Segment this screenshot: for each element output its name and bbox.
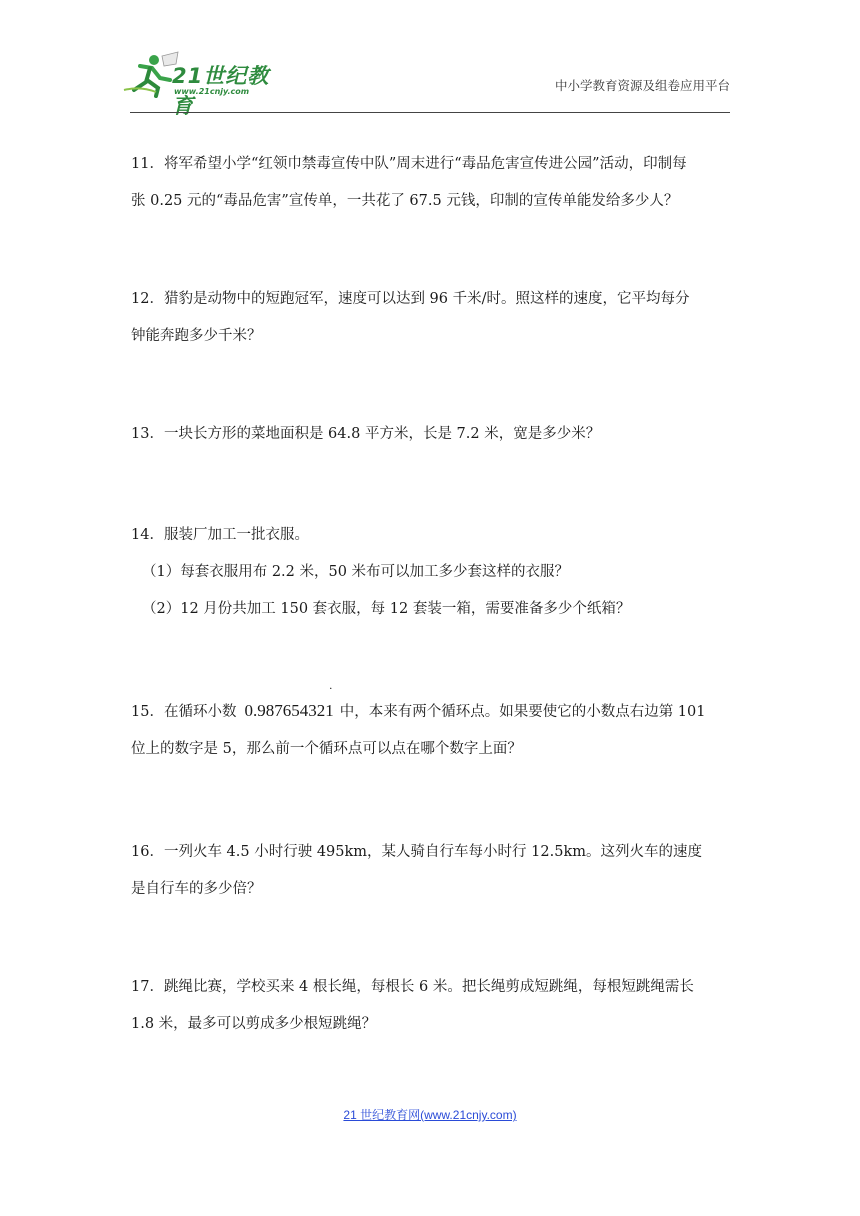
logo-url: www.21cnjy.com xyxy=(174,87,250,96)
site-logo[interactable] xyxy=(120,50,290,118)
page-header xyxy=(120,50,730,118)
question-line: 14．服装厂加工一批衣服。 xyxy=(131,527,309,543)
question-16 xyxy=(131,834,731,908)
question-line: 11．将军希望小学“红领巾禁毒宣传中队”周末进行“毒品危害宣传进公园”活动，印制每 xyxy=(131,156,687,172)
question-14 xyxy=(131,517,731,628)
question-12 xyxy=(131,281,731,355)
sub-question-2: （2）12 月份共加工 150 套衣服，每 12 套装一箱，需要准备多少个纸箱？ xyxy=(142,601,631,617)
decimal-value: 0.987654321 xyxy=(244,701,334,720)
page-footer xyxy=(0,1106,860,1123)
question-line: 1.8 米，最多可以剪成多少根短跳绳？ xyxy=(131,1016,377,1032)
question-line: 是自行车的多少倍？ xyxy=(131,881,262,897)
question-line: 12．猎豹是动物中的短跑冠军，速度可以达到 96 千米/时。照这样的速度，它平均每分 xyxy=(131,291,690,307)
logo-text: 21世纪教育 xyxy=(172,64,270,118)
question-line: 16．一列火车 4.5 小时行驶 495km，某人骑自行车每小时行 12.5km。这列火车的速度 xyxy=(131,844,702,860)
question-line: 17．跳绳比赛，学校买来 4 根长绳，每根长 6 米。把长绳剪成短跳绳，每根短跳绳需长 xyxy=(131,979,694,995)
question-line: 张 0.25 元的“毒品危害”宣传单，一共花了 67.5 元钱，印制的宣传单能发给多少人？ xyxy=(131,193,679,209)
question-11 xyxy=(131,146,731,220)
question-15 xyxy=(131,681,731,768)
platform-tagline: 中小学教育资源及组卷应用平台 xyxy=(554,78,730,93)
question-17 xyxy=(131,969,731,1043)
question-line: 位上的数字是 5，那么前一个循环点可以点在哪个数字上面？ xyxy=(131,741,522,757)
question-line: 13．一块长方形的菜地面积是 64.8 平方米，长是 7.2 米，宽是多少米？ xyxy=(131,426,601,442)
question-prefix: 15．在循环小数 xyxy=(131,704,237,720)
repeating-decimal xyxy=(244,681,334,729)
sub-question-1: （1）每套衣服用布 2.2 米，50 米布可以加工多少套这样的衣服？ xyxy=(142,564,570,580)
question-line: 钟能奔跑多少千米？ xyxy=(131,328,262,344)
header-divider xyxy=(130,112,730,113)
repeat-dot-mark: · xyxy=(328,681,333,695)
question-line xyxy=(131,681,731,731)
question-suffix: 中，本来有两个循环点。如果要使它的小数点右边第 101 xyxy=(339,704,706,720)
question-13 xyxy=(131,416,731,453)
footer-link[interactable]: 21 世纪教育网(www.21cnjy.com) xyxy=(343,1108,517,1122)
